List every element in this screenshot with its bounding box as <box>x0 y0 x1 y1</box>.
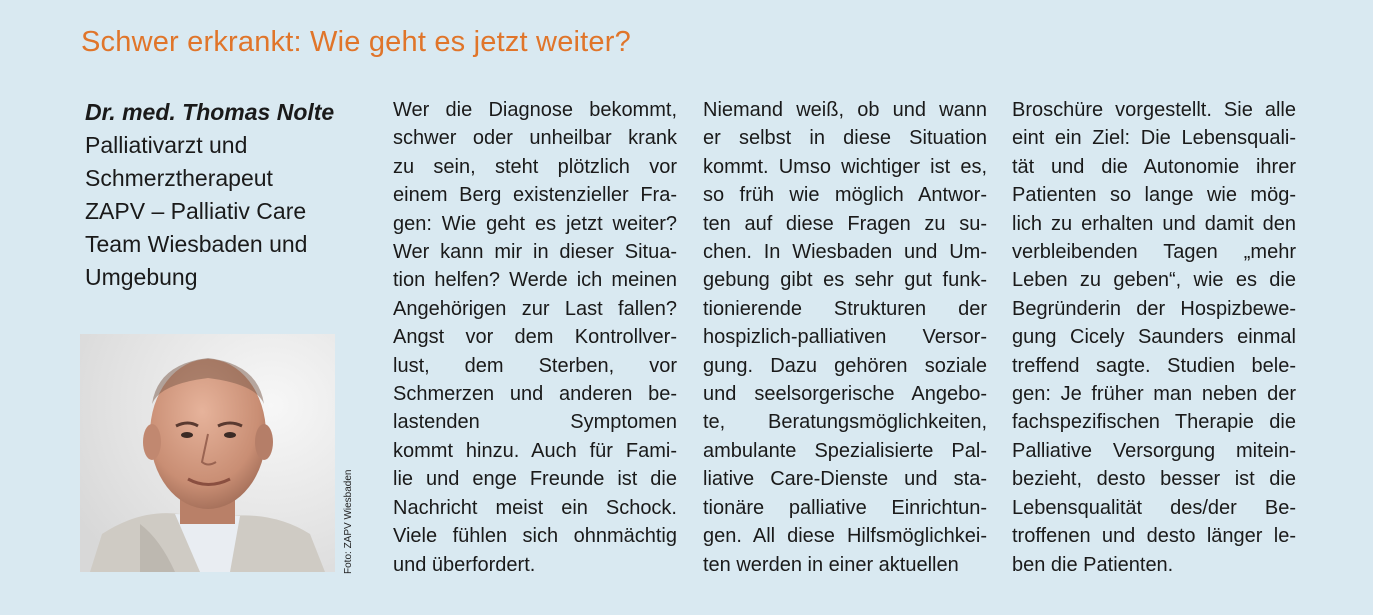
text-line: bezieht, desto besser ist die <box>1012 468 1296 491</box>
text-line: fachspezifischen Therapie die <box>1012 411 1296 434</box>
text-line: tät und die Autonomie ihrer <box>1012 155 1296 178</box>
text-line: schwer oder unheilbar krank <box>393 127 677 150</box>
author-role-line: Team Wiesbaden und <box>85 231 308 257</box>
author-block <box>85 96 355 294</box>
text-line: hospizlich-palliativen Versor- <box>703 326 987 349</box>
text-column-1 <box>393 96 677 579</box>
text-line: zu sein, steht plötzlich vor <box>393 155 677 178</box>
text-line: verbleibenden Tagen „mehr <box>1012 241 1296 264</box>
text-line: troffenen und desto länger le- <box>1012 525 1296 548</box>
text-line: Leben zu geben“, wie es die <box>1012 269 1296 292</box>
author-role-line: Umgebung <box>85 264 198 290</box>
text-line: Begründerin der Hospizbewe- <box>1012 297 1296 320</box>
photo-credit: Foto: ZAPV Wiesbaden <box>343 469 354 574</box>
text-line: chen. In Wiesbaden und Um- <box>703 241 987 264</box>
text-line: ben die Patienten. <box>1012 553 1174 576</box>
author-role-line: Palliativarzt und <box>85 132 248 158</box>
text-line: lie und enge Freunde ist die <box>393 468 677 491</box>
text-line: Palliative Versorgung mitein- <box>1012 439 1296 462</box>
text-line: Lebensqualität des/der Be- <box>1012 496 1296 519</box>
text-line: gen: Je früher man neben der <box>1012 383 1296 406</box>
author-photo <box>80 334 335 572</box>
text-line: und seelsorgerische Angebo- <box>703 383 987 406</box>
text-line: ten auf diese Fragen zu su- <box>703 212 987 235</box>
text-column-3 <box>1012 96 1296 579</box>
text-line: te, Beratungsmöglichkeiten, <box>703 411 987 434</box>
text-line: und überfordert. <box>393 553 536 576</box>
text-line: so früh wie möglich Antwor- <box>703 184 987 207</box>
author-role-line: Schmerztherapeut <box>85 165 273 191</box>
text-line: Broschüre vorgestellt. Sie alle <box>1012 99 1296 121</box>
text-line: gung. Dazu gehören soziale <box>703 354 987 377</box>
text-line: gung Cicely Saunders einmal <box>1012 326 1296 349</box>
text-line: lich zu erhalten und damit den <box>1012 212 1296 235</box>
text-line: kommt. Umso wichtiger ist es, <box>703 155 987 178</box>
text-line: eint ein Ziel: Die Lebensquali- <box>1012 127 1296 150</box>
text-line: Wer kann mir in dieser Situa- <box>393 241 677 264</box>
author-name: Dr. med. Thomas Nolte <box>85 99 335 125</box>
text-line: lastenden Symptomen <box>393 411 677 434</box>
author-role-line: ZAPV – Palliativ Care <box>85 198 307 224</box>
text-line: lust, dem Sterben, vor <box>393 354 677 377</box>
text-column-2 <box>703 96 987 579</box>
text-line: gen. All diese Hilfsmöglichkei- <box>703 525 987 548</box>
text-line: ten werden in einer aktuellen <box>703 553 959 576</box>
text-line: tion helfen? Werde ich meinen <box>393 269 677 292</box>
text-line: Wer die Diagnose bekommt, <box>393 99 677 121</box>
text-line: kommt hinzu. Auch für Fami- <box>393 439 677 462</box>
text-line: gen: Wie geht es jetzt weiter? <box>393 212 677 235</box>
text-line: liative Care-Dienste und sta- <box>703 468 987 491</box>
text-line: Viele fühlen sich ohnmächtig <box>393 525 677 548</box>
text-line: Angst vor dem Kontrollver- <box>393 326 677 349</box>
text-line: Schmerzen und anderen be- <box>393 383 677 406</box>
text-line: ambulante Spezialisierte Pal- <box>703 439 987 462</box>
text-line: einem Berg existenzieller Fra- <box>393 184 677 207</box>
text-line: tionierende Strukturen der <box>703 297 987 320</box>
text-line: Angehörigen zur Last fallen? <box>393 297 677 320</box>
text-line: treffend sagte. Studien bele- <box>1012 354 1296 377</box>
text-line: Niemand weiß, ob und wann <box>703 99 987 121</box>
text-line: er selbst in diese Situation <box>703 127 987 150</box>
article-headline: Schwer erkrankt: Wie geht es jetzt weiter? <box>81 26 631 58</box>
text-line: Nachricht meist ein Schock. <box>393 496 677 519</box>
text-line: tionäre palliative Einrichtun- <box>703 496 987 519</box>
text-line: gebung gibt es sehr gut funk- <box>703 269 987 292</box>
text-line: Patienten so lange wie mög- <box>1012 184 1296 207</box>
